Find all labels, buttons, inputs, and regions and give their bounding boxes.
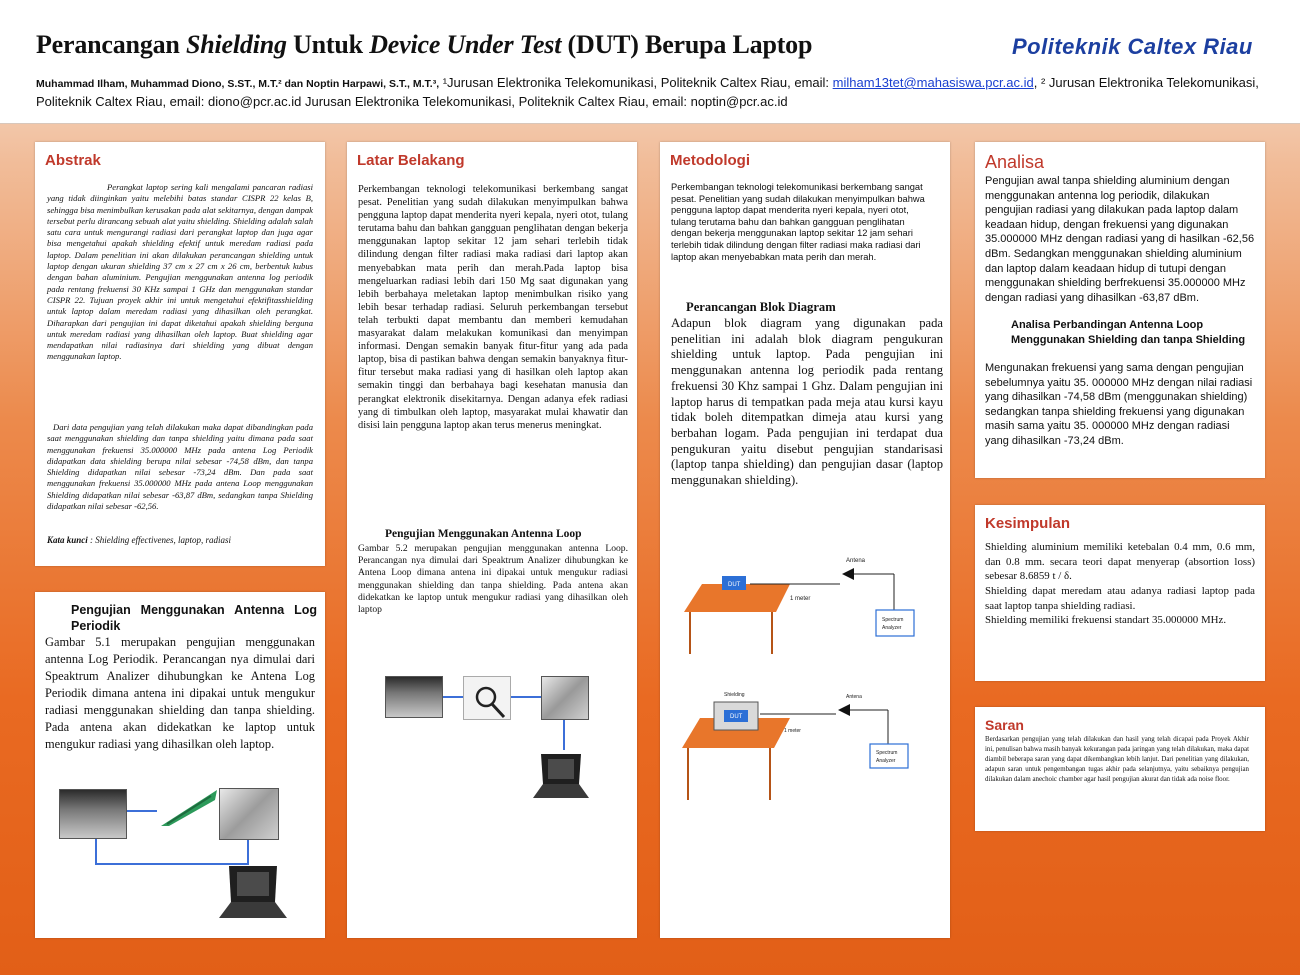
loop-antenna-photo: [463, 676, 511, 720]
analisa-sub-heading: Analisa Perbandingan Antenna Loop Menggunakan Shielding dan tanpa Shielding: [1011, 319, 1246, 346]
dut-label: DUT: [730, 714, 743, 720]
svg-text:Analyzer: Analyzer: [876, 758, 896, 764]
kesimpulan-panel: [975, 505, 1265, 681]
loop-antenna-icon: [464, 677, 512, 721]
abstrak-body: Perangkat laptop sering kali mengalami pancaran radiasi yang tidak diinginkan yaitu melebihi batas standar CISPR 22 kelas B, sehingga bisa menimbulkan kerusakan pada alat sekitarnya, dengan dampak tersebut perlu dirancang sebuah alat yaitu shielding. Shielding adalah salah satu cara untuk mengurangi radiasi dari perangkat laptop dan juga agar bisa mengetahui apakah shielding efektif untuk meredam radiasi pada laptop. Dalam penelitian ini akan dilakukan perancangan shielding untuk laptop dengan ukuran shielding 37 cm x 27 cm x 26 cm, berbentuk kubus dengan bahan aluminium. Pengujian menggunakan antenna log periodik pada rentang frekuensi 30 KHz sampai 1 GHz dan menggunakan standar CISPR 22. Tujuan proyek akhir ini untuk mengetahui efektifitasshielding untuk laptop dalam meredam radiasi yang dihasilkan oleh perangkat. Diharapkan dari pengujian ini dapat diketahui apakah shielding berguna untuk meredam radiasi yang dihasilkan oleh laptop. Buat shielding agar mendapatkan nilai radiasinya dari shielding yang dibuat dengan menggunakan laptop.: [47, 182, 313, 362]
spectrum-analyzer-box: [870, 744, 908, 768]
saran-body: Berdasarkan pengujian yang telah dilakukan dan hasil yang telah dicapai pada Proyek Akhir ini, penulisan bahwa masih banyak kekurangan pada jaringan yang telah dilakukan, maka dapat diambil beberapa saran yang dapat dikembangkan lebih lanjut. Dari penelitian yang dilakukan, adapun saran untuk pengembangan tugas akhir pada selanjutnya, yaitu sebaiknya pengujian dilakukan dalam anechoic chamber agar hasil pengujian akurat dan tidak ada noise floor.: [985, 736, 1249, 783]
poster-header: [0, 0, 1300, 124]
log-periodik-body: Gambar 5.1 merupakan pengujian menggunakan antenna Log Periodik. Perancangan nya dimulai dari Speaktrum Analizer dihubungkan ke Antena Log Periodik dimana antena ini dipakai untuk mengukur radiasi menggunakan shielding dan tanpa shielding. Pada antena akan didekatkan ke laptop untuk mengukur radiasi yang dihasilkan oleh laptop.: [45, 635, 315, 751]
antenna-shape: [161, 790, 217, 826]
kesimpulan-heading: Kesimpulan: [985, 515, 1071, 532]
antenna-shape: [842, 568, 854, 580]
author-affiliations: Muhammad Ilham, Muhammad Diono, S.ST., M.T.² dan Noptin Harpawi, S.T., M.T.³, ¹Jurusan Elektronika Telekomunikasi, Politeknik Caltex Riau, email: milham13tet@mahasiswa.pcr.ac.id, ² Jurusan Elektronika Telekomunikasi, Politeknik Caltex Riau, email: diono@pcr.ac.id Jurusan Elektronika Telekomunikasi, Politeknik Caltex Riau, email: noptin@pcr.ac.id: [36, 75, 1259, 109]
antenna-shape: [838, 704, 850, 716]
latar-belakang-panel: [347, 142, 637, 938]
antenna-label: Antena: [846, 558, 866, 564]
laptop-image: [217, 864, 289, 922]
loop-body: Gambar 5.2 merupakan pengujian menggunakan antenna Loop. Perancangan nya dimulai dari Speaktrum Analizer dihubungkan ke Antena Loop dimana antena ini dipakai untuk mengukur radiasi menggunakan shielding dan tanpa shielding. Pada antena akan didekatkan ke laptop untuk mengukur radiasi yang dihasilkan oleh laptop: [358, 543, 628, 616]
log-periodik-panel: [35, 592, 325, 938]
analisa-heading: Analisa: [985, 152, 1045, 172]
analisa-body: Pengujian awal tanpa shielding aluminium dengan menggunakan antenna log periodik, dilakukan pengujian radiasi yang dilakukan pada laptop dalam keadaan hidup, dengan frekuensi yang digunakan 35.000000 MHz dengan radiasi yang di hasilkan -62,56 dBm. Sedangkan menggunakan shielding aluminium dan laptop dalam keadaan hidup di tutupi dengan menggunakan shielding berfrekuensi 35.000000 MHz dengan radiasi yang dihasilkan -63,87 dBm.: [985, 175, 1255, 304]
log-periodic-antenna-image: [159, 788, 219, 828]
connector-line: [443, 696, 463, 698]
spectrum-analyzer-photo: [59, 789, 127, 839]
connector-line: [563, 720, 565, 750]
author-email-link[interactable]: milham13tet@mahasiswa.pcr.ac.id: [832, 75, 1034, 90]
kesimpulan-body-3: Shielding memiliki frekuensi standart 35.000000 MHz.: [985, 614, 1227, 626]
metodologi-body: Perkembangan teknologi telekomunikasi berkembang sangat pesat. Penelitian yang sudah dilakukan menyimpulkan bahwa pengguna laptop dapat menderita nyeri kepala, nyeri otot, tulang terutama bahu dan bahkan gangguan penglihatan dengan bekerja menggunakan laptop sekitar 12 jam sehari terlebih tidak dilindung dengan filter radiasi maka radiasi dari laptop akan menyebabkan mata perih dan merah.: [671, 182, 925, 262]
loop-heading: Pengujian Menggunakan Antenna Loop: [385, 528, 582, 540]
saran-heading: Saran: [985, 717, 1024, 733]
kesimpulan-body: Shielding aluminium memiliki ketebalan 0.4 mm, 0.6 mm, dan 0.8 mm. secara teori dapat menyerap (absortion loss) sebesar 8.6859 t / δ.: [985, 541, 1255, 583]
spectrum-analyzer-box: [876, 610, 914, 636]
laptop-image: [531, 752, 591, 802]
blok-diagram-heading: Perancangan Blok Diagram: [686, 300, 836, 314]
log-periodik-heading: Pengujian Menggunakan Antenna Log Periodik: [71, 603, 317, 633]
spectrum-analyzer-photo: [385, 676, 443, 718]
connector-line: [127, 810, 157, 812]
abstrak-body-2: Dari data pengujian yang telah dilakukan maka dapat dibandingkan pada saat menggunakan shielding dan tanpa shielding yaitu dimana pada saat menggunakan frekuensi 35.000000 MHz pada antena Log Periodik didapatkan data shielding berupa nilai sebesar -74,58 dBm, dan tanpa Shielding didapatkan nilai sebesar -73,24 dBm. Dan pada saat menggunakan frekuensi 35.000000 MHz pada antena Loop menggunakan Shielding didapatkan nilai sebesar -63,87 dBm, sedangkan tanpa Shielding didapatkan nilai sebesar -62,56.: [47, 422, 313, 512]
dut-label: DUT: [728, 582, 741, 588]
analisa-body-2: Mengunakan frekuensi yang sama dengan pengujian sebelumnya yaitu 35. 000000 MHz dengan nilai radiasi yang dihasilkan -74,58 dBm (menggunakan shielding) sedangkan tanpa shielding frekuensi yang digunakan masih sama yaitu 35. 000000 MHz dengan radiasi yang dihasilkan -73,24 dBm.: [985, 362, 1253, 447]
metodologi-panel: [660, 142, 950, 938]
abstrak-heading: Abstrak: [45, 152, 101, 169]
svg-text:Spectrum: Spectrum: [882, 617, 904, 623]
abstrak-panel: [35, 142, 325, 566]
block-diagram-without-shielding: [680, 554, 920, 664]
connector-line: [95, 839, 97, 865]
metodologi-heading: Metodologi: [670, 152, 750, 169]
institution-logo: Politeknik Caltex Riau: [1012, 34, 1253, 59]
abstrak-keywords: Kata kunci : Shielding effectivenes, laptop, radiasi: [47, 535, 231, 545]
svg-text:Spectrum: Spectrum: [876, 750, 898, 756]
connector-line: [247, 840, 249, 864]
svg-text:Analyzer: Analyzer: [882, 625, 902, 631]
antenna-label: Antena: [846, 694, 862, 700]
latar-belakang-heading: Latar Belakang: [357, 152, 465, 169]
distance-label: 1 meter: [790, 596, 811, 602]
aluminium-shielding-photo: [219, 788, 279, 840]
block-diagram-with-shielding: [674, 688, 924, 818]
shielding-label: Shielding: [724, 692, 745, 698]
distance-label: 1 meter: [784, 728, 801, 734]
latar-belakang-body: Perkembangan teknologi telekomunikasi berkembang sangat pesat. Penelitian yang sudah dilakukan menyimpulkan bahwa pengguna laptop dapat menderita nyeri kepala, nyeri otot, tulang terutama bahu dan bahkan gangguan penglihatan dengan bekerja menggunakan laptop sekitar 12 jam sehari terlebih tidak dilindung dengan filter radiasi maka radiasi dari laptop akan menyebabkan mata perih dan merah.Pada laptop bisa mengeluarkan radiasi lebih dari 150 Mg saat digunakan yang lebih berbahaya meletakan laptop menimbulkan risiko yang lebih besar terhadap radiasi. Seluruh perkembangan tersebut telah terbukti dapat membantu dan memberi kemudahan masyarakat dalam melakukan komunikasi dan menyimpan informasi. Dengan semakin banyak fitur-fitur yang ada pada laptop, bisa di pastikan bahwa dengan semakin banyaknya fitur-fitur tersebut maka radiasi yang di hasilkan oleh laptop akan semakin tinggi dan berbahaya bagi kesehatan manusia dan perangkat elektronik disekitarnya. Dengan adanya efek radiasi yang di timbulkan oleh laptop, masyarakat mulai khawatir dan disisi lain pengguna laptop akan terus menerus meningkat.: [358, 184, 628, 431]
saran-panel: [975, 707, 1265, 831]
poster-title: Perancangan Shielding Untuk Device Under Test (DUT) Berupa Laptop: [36, 30, 813, 59]
analisa-panel: [975, 142, 1265, 478]
kesimpulan-body-2: Shielding dapat meredam atau adanya radiasi laptop pada saat laptop tanpa shielding radiasi.: [985, 585, 1255, 612]
shielding-box-photo: [541, 676, 589, 720]
connector-line: [511, 696, 541, 698]
blok-diagram-body: Adapun blok diagram yang digunakan pada penelitian ini adalah blok diagram pengukuran shielding untuk laptop. Pada pengujian ini menggunakan antenna log periodik pada rentang frekuensi 30 Khz sampai 1 Ghz. Dalam pengujian ini laptop harus di tempatkan pada meja atau kursi kayu tidak boleh ditempatkan dimeja atau kursi yang berbahan logam. Pada pengujian ini terdapat dua pengukuran yaitu disebut pengujian standarisasi (laptop tanpa shielding) dan pengujian dasar (laptop menggunakan shielding).: [671, 316, 943, 488]
